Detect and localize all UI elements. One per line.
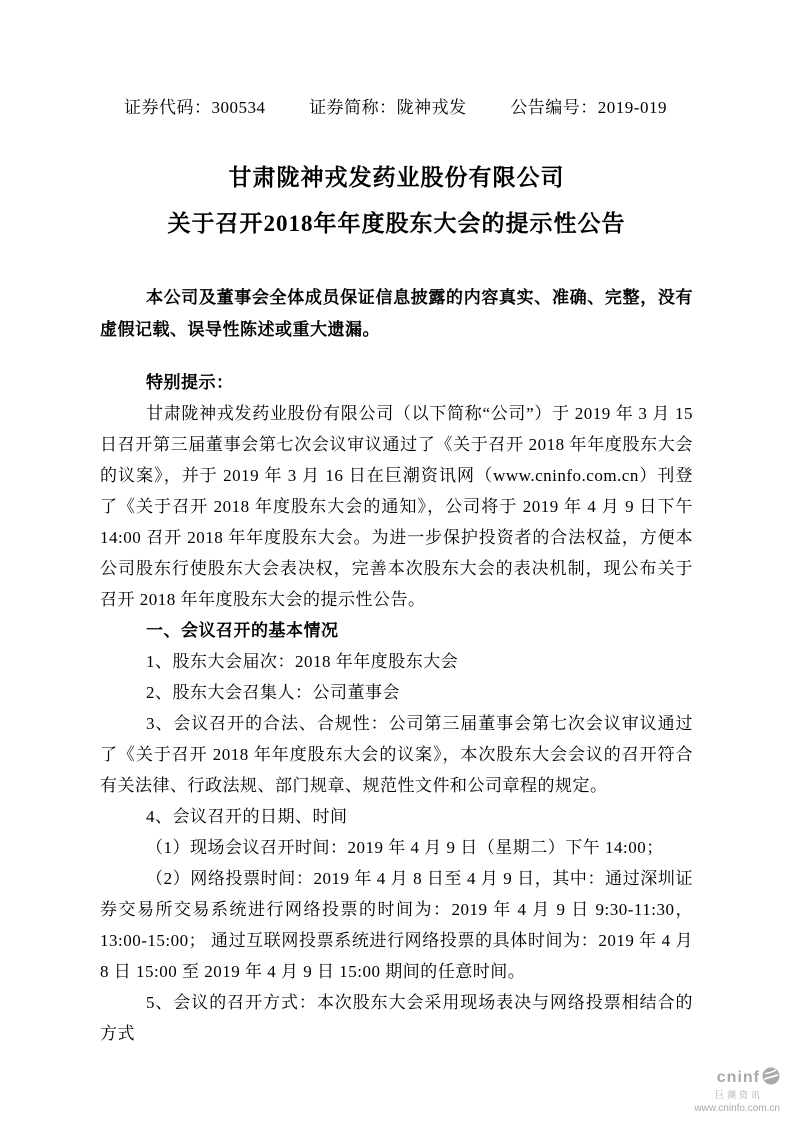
list-item-meeting-session: 1、股东大会届次：2018 年年度股东大会 (146, 652, 459, 671)
list-item-onsite-time: （1）现场会议召开时间：2019 年 4 月 9 日（星期二）下午 14:00； (146, 838, 664, 857)
list-item-legality: 3、会议召开的合法、合规性：公司第三届董事会第七次会议审议通过了《关于召开 2018 年年度股东大会的议案》，本次股东大会会议的召开符合有关法律、行政法规、部门规章、规范性文件和公司章程的规定。 (100, 714, 693, 795)
stock-code-label: 证券代码：300534 (124, 98, 266, 117)
cninfo-brand-text: cninf (716, 1069, 760, 1087)
document-title-line2: 关于召开2018年年度股东大会的提示性公告 (167, 211, 626, 236)
cninfo-chinese-name: 巨潮资讯 (714, 1090, 763, 1101)
list-item-date-time: 4、会议召开的日期、时间 (146, 807, 348, 826)
section1-heading: 一、会议召开的基本情况 (146, 621, 339, 640)
cninfo-watermark (694, 1067, 780, 1114)
list-item-convener: 2、股东大会召集人：公司董事会 (146, 683, 400, 702)
list-item-online-voting-time: （2）网络投票时间：2019 年 4 月 8 日至 4 月 9 日，其中：通过深圳证券交易所交易系统进行网络投票的时间为：2019 年 4 月 9 日 9:30-11:30，13:00-15:00； 通过互联网投票系统进行网络投票的具体时间为：2019 年 4 月 8 日 15:00 至 2019 年 4 月 9 日 15:00 期间的任意时间。 (100, 869, 693, 981)
special-notice-paragraph: 甘肃陇神戎发药业股份有限公司（以下简称“公司”）于 2019 年 3 月 15 日召开第三届董事会第七次会议审议通过了《关于召开 2018 年年度股东大会的议案》，并于 2019 年 3 月 16 日在巨潮资讯网（www.cninfo.com.cn）刊登了《关于召开 2018 年度股东大会的通知》，公司将于 2019 年 4 月 9 日下午 14:00 召开 2018 年年度股东大会。为进一步保护投资者的合法权益，方便本公司股东行使股东大会表决权，完善本次股东大会的表决机制，现公布关于召开 2018 年年度股东大会的提示性公告。 (100, 404, 693, 609)
cninfo-url: www.cninfo.com.cn (694, 1103, 780, 1114)
board-disclaimer-paragraph: 本公司及董事会全体成员保证信息披露的内容真实、准确、完整，没有虚假记载、误导性陈述或重大遗漏。 (100, 288, 693, 339)
document-title (100, 155, 693, 247)
document-title-line1: 甘肃陇神戎发药业股份有限公司 (228, 165, 565, 190)
cninfo-brand-row (694, 1067, 780, 1090)
special-notice-heading: 特别提示： (146, 373, 234, 392)
document-content (100, 0, 693, 1049)
announcement-number-label: 公告编号：2019-019 (510, 98, 667, 117)
stock-name-label: 证券简称：陇神戎发 (309, 98, 467, 117)
cninfo-logo-icon (762, 1067, 780, 1090)
list-item-meeting-method: 5、会议的召开方式：本次股东大会采用现场表决与网络投票相结合的方式 (100, 993, 693, 1043)
document-header (100, 0, 693, 118)
